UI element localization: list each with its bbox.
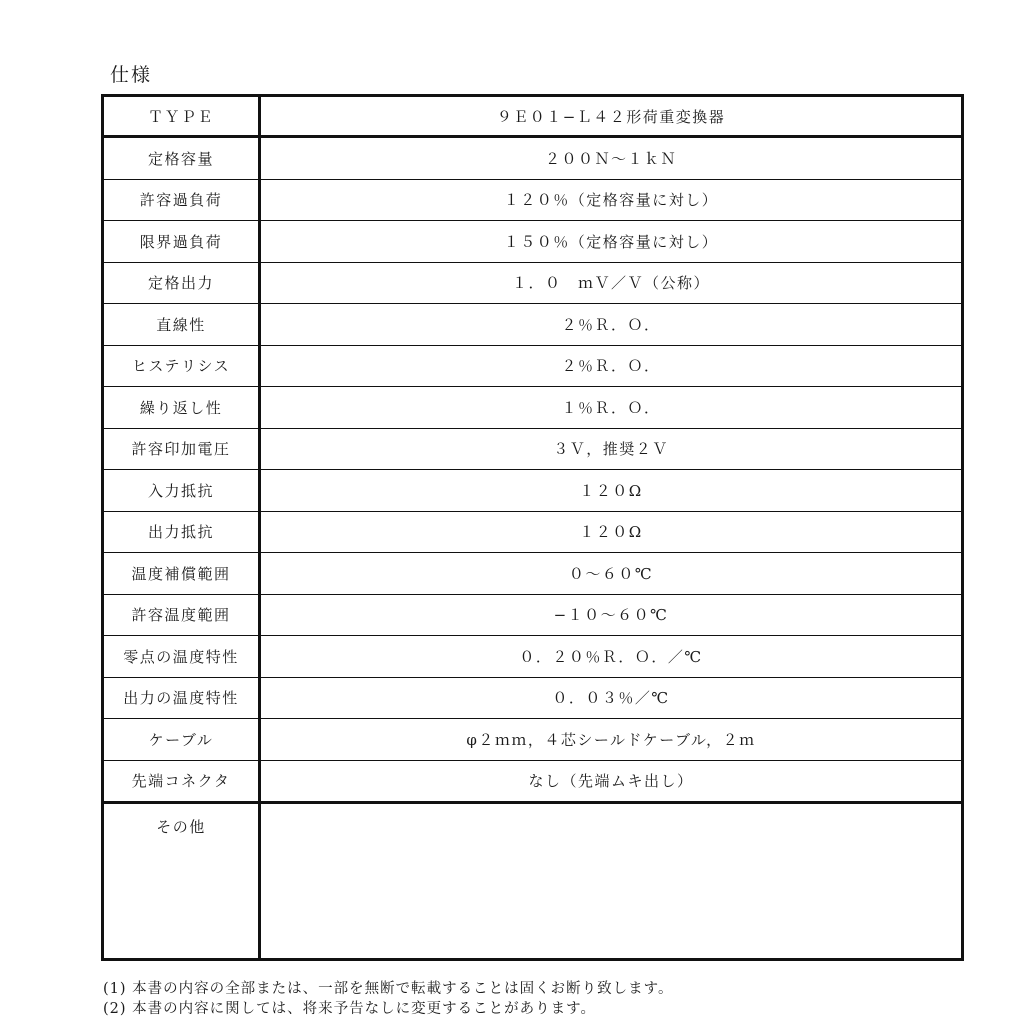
spec-label: 出力抵抗 xyxy=(103,511,260,553)
spec-value: −１０～６０℃ xyxy=(260,594,963,636)
note-line: (1) 本書の内容の全部または、一部を無断で転載することは固くお断り致します。 xyxy=(103,981,674,997)
spec-value: １２０Ω xyxy=(260,511,963,553)
spec-value: φ２ｍｍ，４芯シールドケーブル，２ｍ xyxy=(260,719,963,761)
spec-value: １２０Ω xyxy=(260,470,963,512)
table-row xyxy=(103,345,963,387)
table-row xyxy=(103,387,963,429)
table-row xyxy=(103,137,963,180)
spec-label: 許容過負荷 xyxy=(103,179,260,221)
spec-value: ０．２０％Ｒ．Ｏ．／℃ xyxy=(260,636,963,678)
spec-label: 定格容量 xyxy=(103,137,260,180)
spec-value: １．０ ｍＶ／Ｖ（公称） xyxy=(260,262,963,304)
spec-value: ０．０３％／℃ xyxy=(260,677,963,719)
spec-label: ヒステリシス xyxy=(103,345,260,387)
spec-label: 先端コネクタ xyxy=(103,760,260,803)
table-row xyxy=(103,719,963,761)
table-row xyxy=(103,553,963,595)
spec-value-other xyxy=(260,803,963,960)
spec-value: ２００Ｎ～１ｋＮ xyxy=(260,137,963,180)
spec-table xyxy=(101,94,964,961)
note-line: (2) 本書の内容に関しては、将来予告なしに変更することがあります。 xyxy=(103,1001,596,1017)
spec-label: 零点の温度特性 xyxy=(103,636,260,678)
spec-value: ２％Ｒ．Ｏ． xyxy=(260,304,963,346)
spec-value: なし（先端ムキ出し） xyxy=(260,760,963,803)
spec-label: 入力抵抗 xyxy=(103,470,260,512)
table-row xyxy=(103,179,963,221)
spec-label: 繰り返し性 xyxy=(103,387,260,429)
spec-value-type: ９Ｅ０１−Ｌ４２形荷重変換器 xyxy=(260,96,963,137)
spec-value: １２０％（定格容量に対し） xyxy=(260,179,963,221)
spec-label: 許容印加電圧 xyxy=(103,428,260,470)
table-row xyxy=(103,594,963,636)
spec-value: ２％Ｒ．Ｏ． xyxy=(260,345,963,387)
table-row xyxy=(103,803,963,960)
notes xyxy=(103,979,674,1019)
spec-label: 温度補償範囲 xyxy=(103,553,260,595)
spec-label-type: ＴＹＰＥ xyxy=(103,96,260,137)
table-row xyxy=(103,304,963,346)
spec-label: ケーブル xyxy=(103,719,260,761)
spec-label-other: その他 xyxy=(103,803,260,960)
table-row xyxy=(103,470,963,512)
spec-label: 許容温度範囲 xyxy=(103,594,260,636)
spec-value: ０～６０℃ xyxy=(260,553,963,595)
table-row xyxy=(103,96,963,137)
spec-label: 出力の温度特性 xyxy=(103,677,260,719)
table-row xyxy=(103,677,963,719)
table-row xyxy=(103,760,963,803)
table-row xyxy=(103,511,963,553)
spec-value: ３Ｖ，推奨２Ｖ xyxy=(260,428,963,470)
spec-value: １％Ｒ．Ｏ． xyxy=(260,387,963,429)
page-title: 仕様 xyxy=(110,64,153,86)
table-row xyxy=(103,262,963,304)
table-row xyxy=(103,428,963,470)
table-row xyxy=(103,636,963,678)
spec-label: 定格出力 xyxy=(103,262,260,304)
table-row xyxy=(103,221,963,263)
spec-label: 直線性 xyxy=(103,304,260,346)
spec-label: 限界過負荷 xyxy=(103,221,260,263)
spec-value: １５０％（定格容量に対し） xyxy=(260,221,963,263)
